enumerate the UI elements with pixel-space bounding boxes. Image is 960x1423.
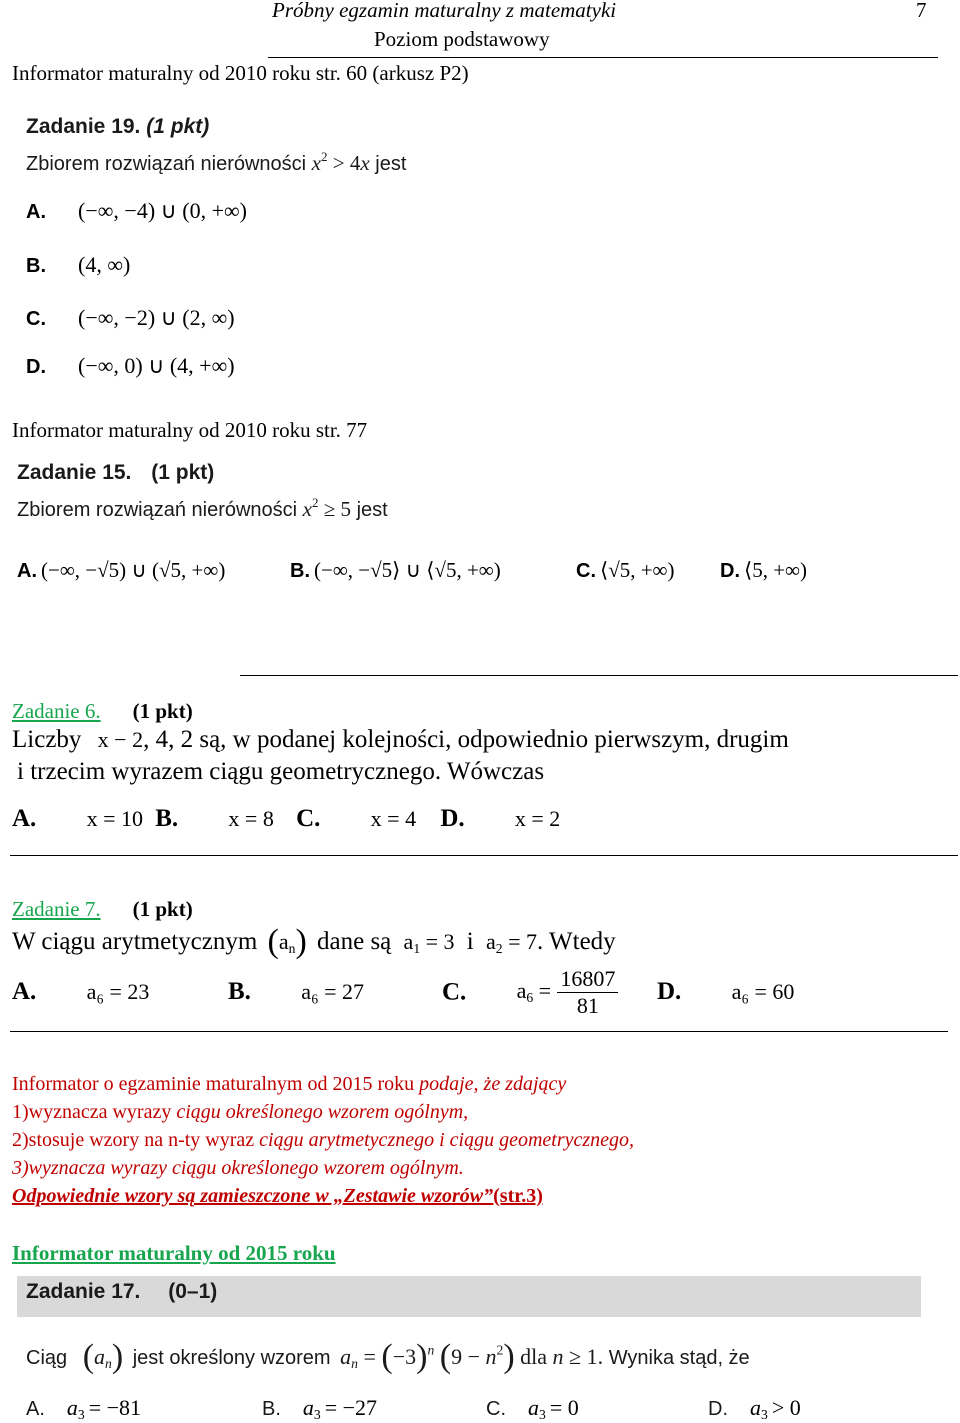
source-2010-p77: Informator maturalny od 2010 roku str. 77 bbox=[12, 418, 368, 442]
a2-value: $a_2 = 7$ bbox=[486, 929, 537, 957]
option-letter: D. bbox=[440, 805, 465, 832]
option-math: = −81 bbox=[88, 1395, 142, 1420]
item-italic: ciągu arytmetycznego i ciągu geometrycznego, bbox=[259, 1129, 635, 1151]
option-math: ⟨5, +∞) bbox=[744, 558, 807, 582]
task-19-option-d bbox=[26, 353, 235, 379]
task-7-mid: dane są bbox=[317, 928, 392, 955]
option-letter: B. bbox=[26, 255, 46, 277]
task-19-title bbox=[26, 115, 209, 139]
formula-sheet-note bbox=[12, 1185, 543, 1208]
task-15-option-a bbox=[17, 558, 225, 583]
informator-item-2 bbox=[12, 1129, 634, 1152]
task-7-heading bbox=[12, 897, 193, 922]
header-rule bbox=[268, 57, 938, 58]
option-math: a₆ = 27 bbox=[301, 979, 365, 1004]
option-var: $a_3$ bbox=[66, 1395, 85, 1423]
option-letter: C. bbox=[442, 978, 467, 1006]
item-italic: ciągu określonego wzorem ogólnym, bbox=[176, 1101, 469, 1123]
option-math: x = 10 bbox=[86, 806, 143, 831]
task-7-option-a bbox=[12, 978, 149, 1006]
formula-note-page: (str.3) bbox=[493, 1185, 543, 1207]
option-var: $a_3$ bbox=[750, 1395, 768, 1423]
fraction-denominator: 81 bbox=[576, 993, 599, 1018]
task-19-question-suffix: jest bbox=[375, 153, 407, 176]
option-math: x = 2 bbox=[514, 806, 561, 831]
option-letter: D. bbox=[708, 1398, 728, 1420]
task-7-option-b bbox=[228, 978, 364, 1006]
task-19-question-text: Zbiorem rozwiązań nierówności bbox=[26, 153, 307, 176]
task-17-label: Zadanie 17. bbox=[26, 1280, 141, 1303]
task-15-option-d bbox=[720, 558, 807, 583]
a1-value: $a_1 = 3$ bbox=[403, 929, 455, 957]
page-number: 7 bbox=[916, 0, 927, 22]
task-6-rest: , 4, 2 są, w podanej kolejności, odpowiednio pierwszym, drugim bbox=[143, 726, 789, 753]
task-17-formula: $a_n = (-3)^n$ $(9 - n^2)$ dla n ≥ 1. bbox=[340, 1338, 604, 1375]
task-15-question-suffix: jest bbox=[356, 499, 388, 522]
task-19-label: Zadanie 19. bbox=[26, 115, 141, 138]
task-17-suffix: Wynika stąd, że bbox=[608, 1347, 750, 1369]
item-plain: 1)wyznacza wyrazy bbox=[12, 1101, 172, 1123]
informator-lead-italic: podaje, że zdający bbox=[419, 1073, 567, 1095]
option-letter: C. bbox=[486, 1398, 506, 1420]
task-15-question bbox=[17, 495, 388, 522]
task-19-option-a bbox=[26, 198, 247, 224]
task-7-option-c bbox=[442, 966, 618, 1019]
task-6-link[interactable]: Zadanie 6. bbox=[12, 699, 101, 723]
option-math: = −27 bbox=[324, 1395, 378, 1420]
informator-item-1 bbox=[12, 1101, 468, 1124]
option-math: = 0 bbox=[549, 1395, 579, 1420]
source-2010-p60: Informator maturalny od 2010 roku str. 60 (arkusz P2) bbox=[12, 61, 469, 85]
task-15-title bbox=[17, 461, 214, 485]
task-17-prefix: Ciąg bbox=[26, 1347, 68, 1369]
task-17-option-a bbox=[26, 1395, 141, 1423]
option-letter: A. bbox=[17, 560, 37, 582]
option-letter: A. bbox=[26, 201, 46, 223]
option-math: x = 4 bbox=[370, 806, 417, 831]
item-plain: 2)stosuje wzory na n-ty wyraz bbox=[12, 1129, 255, 1151]
task-17-title bbox=[26, 1280, 217, 1304]
option-math: > 0 bbox=[771, 1395, 801, 1420]
task-6-expr: x − 2 bbox=[97, 727, 144, 752]
option-math: (−∞, −2) ∪ (2, ∞) bbox=[78, 305, 235, 330]
option-math: (−∞, −√5⟩ ∪ ⟨√5, +∞) bbox=[314, 558, 501, 582]
option-letter: C. bbox=[26, 308, 46, 330]
task-15-question-text: Zbiorem rozwiązań nierówności bbox=[17, 499, 298, 522]
task-17-points: (0–1) bbox=[168, 1280, 218, 1303]
task-7-and: i bbox=[466, 928, 474, 955]
option-letter: C. bbox=[576, 560, 596, 582]
sequence-an: $(a_n)$ bbox=[267, 923, 307, 960]
option-letter: A. bbox=[12, 978, 37, 1005]
task-15-label: Zadanie 15. bbox=[17, 461, 132, 484]
task-6-line1 bbox=[12, 726, 789, 754]
task-17-text bbox=[26, 1338, 750, 1376]
task-6-points: (1 pkt) bbox=[132, 699, 193, 723]
task-7-link[interactable]: Zadanie 7. bbox=[12, 897, 101, 921]
task-17-option-c bbox=[486, 1395, 579, 1423]
option-letter: B. bbox=[155, 805, 179, 832]
divider bbox=[10, 855, 958, 856]
formula-note-text: Odpowiednie wzory są zamieszczone w „Zestawie wzorów” bbox=[12, 1185, 494, 1207]
option-math: $a_6$ = bbox=[516, 978, 552, 1006]
option-math: (4, ∞) bbox=[78, 252, 131, 277]
task-15-inequality: $x^2 \ge 5$ bbox=[302, 495, 352, 522]
task-6-prefix: Liczby bbox=[12, 726, 82, 753]
option-letter: A. bbox=[12, 805, 37, 832]
task-7-suffix: . Wtedy bbox=[537, 928, 616, 955]
header-subtitle: Poziom podstawowy bbox=[374, 27, 550, 51]
divider bbox=[10, 1031, 948, 1032]
option-math: (−∞, 0) ∪ (4, +∞) bbox=[78, 353, 235, 378]
option-var: $a_3$ bbox=[302, 1395, 321, 1423]
task-15-points: (1 pkt) bbox=[151, 461, 215, 484]
informator-lead bbox=[12, 1073, 566, 1096]
option-math: a₆ = 60 bbox=[731, 979, 795, 1004]
sequence-an: $(a_n)$ bbox=[82, 1338, 124, 1375]
fraction bbox=[557, 966, 618, 1019]
task-17-option-b bbox=[262, 1395, 377, 1423]
task-6-heading bbox=[12, 699, 193, 724]
option-math: (−∞, −4) ∪ (0, +∞) bbox=[78, 198, 247, 223]
option-letter: D. bbox=[26, 356, 46, 378]
item-italic: 3)wyznacza wyrazy ciągu określonego wzorem ogólnym. bbox=[12, 1157, 464, 1179]
task-17-mid: jest określony wzorem bbox=[132, 1347, 331, 1369]
task-19-inequality: $x^2 > 4x$ bbox=[311, 149, 370, 176]
task-7-points: (1 pkt) bbox=[132, 897, 193, 921]
source-2015-link[interactable]: Informator maturalny od 2015 roku bbox=[12, 1241, 336, 1265]
option-math: x = 8 bbox=[228, 806, 274, 831]
task-6-options bbox=[12, 805, 560, 833]
option-letter: D. bbox=[720, 560, 740, 582]
option-letter: B. bbox=[228, 978, 251, 1005]
task-6-line2: i trzecim wyrazem ciągu geometrycznego. Wówczas bbox=[17, 758, 545, 785]
option-letter: C. bbox=[296, 805, 321, 832]
option-letter: B. bbox=[290, 560, 310, 582]
option-letter: B. bbox=[262, 1398, 281, 1420]
task-17-option-d bbox=[708, 1395, 801, 1423]
task-19-points: (1 pkt) bbox=[146, 115, 210, 138]
task-19-question bbox=[26, 149, 406, 176]
option-letter: D. bbox=[657, 978, 682, 1005]
task-19-option-b bbox=[26, 252, 130, 278]
option-math: (−∞, −√5) ∪ (√5, +∞) bbox=[41, 558, 226, 582]
fraction-numerator: 16807 bbox=[557, 966, 618, 993]
option-var: $a_3$ bbox=[528, 1395, 546, 1423]
option-letter: A. bbox=[26, 1398, 45, 1420]
task-7-line bbox=[12, 923, 616, 961]
divider bbox=[240, 675, 958, 676]
task-15-option-b bbox=[290, 558, 501, 583]
task-7-option-d bbox=[657, 978, 794, 1006]
header-title: Próbny egzamin maturalny z matematyki bbox=[272, 0, 617, 22]
option-math: a₆ = 23 bbox=[86, 979, 150, 1004]
task-7-prefix: W ciągu arytmetycznym bbox=[12, 928, 258, 955]
task-15-option-c bbox=[576, 558, 675, 583]
option-math: ⟨√5, +∞) bbox=[600, 558, 675, 582]
informator-lead-text: Informator o egzaminie maturalnym od 2015 roku bbox=[12, 1073, 415, 1095]
task-19-option-c bbox=[26, 305, 235, 331]
informator-item-3 bbox=[12, 1157, 464, 1180]
